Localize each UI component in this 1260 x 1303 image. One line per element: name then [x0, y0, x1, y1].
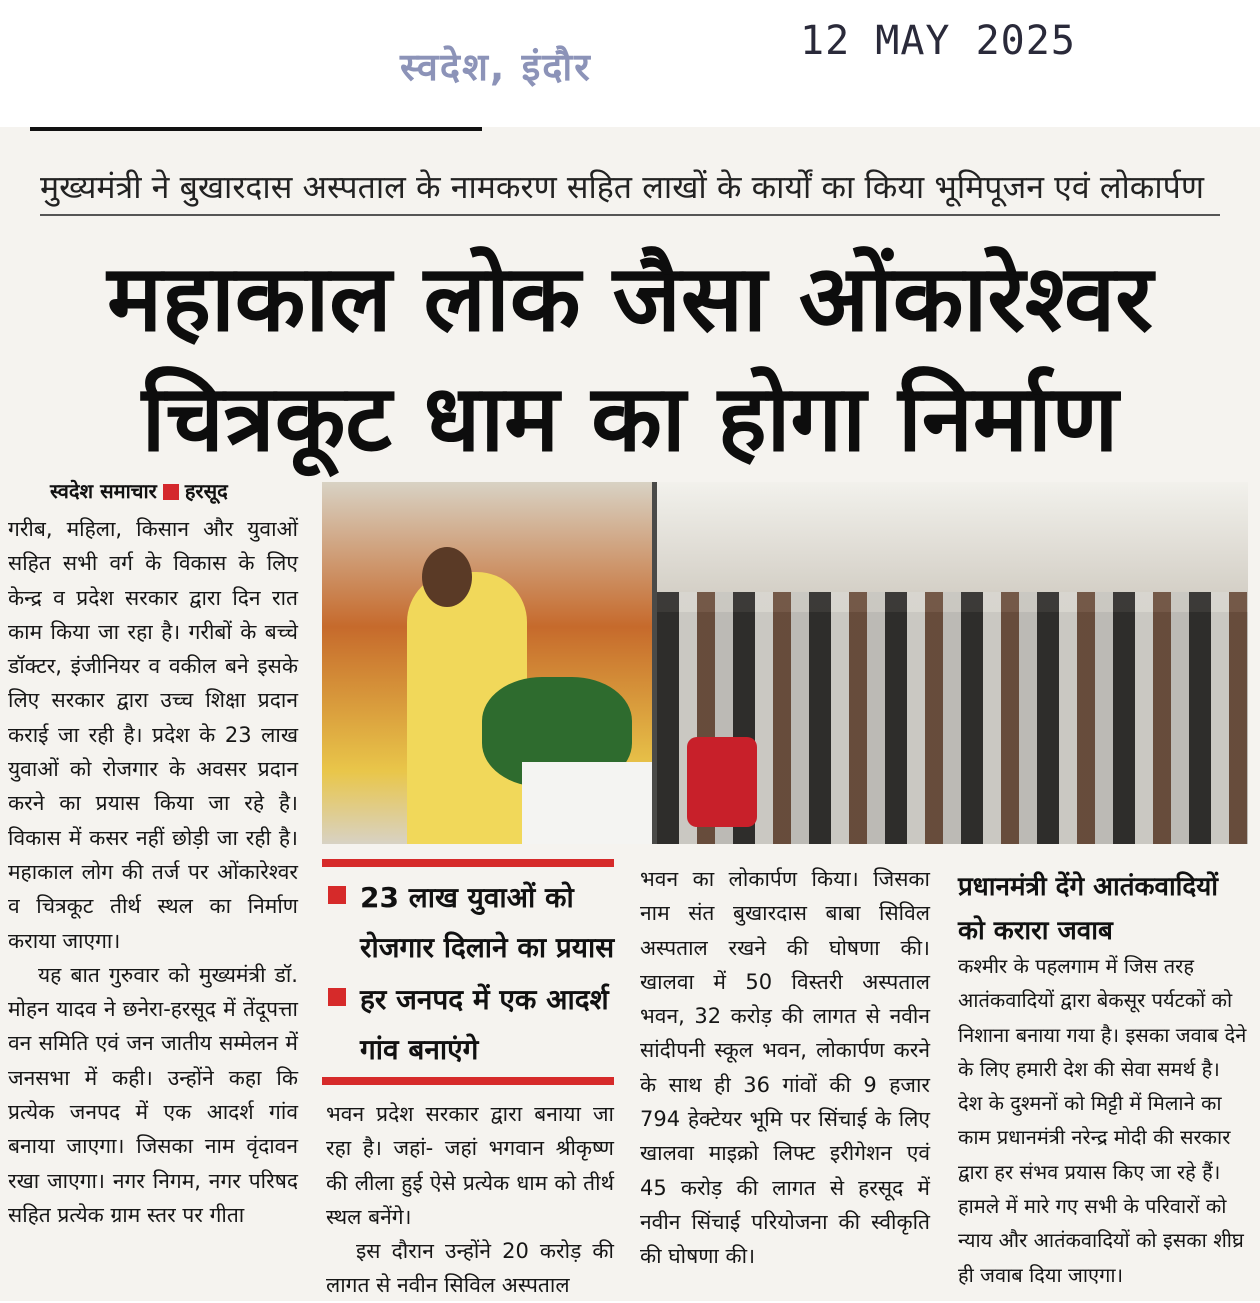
highlight-top-bar	[322, 859, 614, 867]
byline	[50, 477, 228, 504]
article-column-3	[640, 862, 930, 1274]
sidebar-body: कश्मीर के पहलगाम में जिस तरह आतंकवादियों द्वारा बेकसूर पर्यटकों को निशाना बनाया गया है। इसका जवाब देने के लिए हमारी देश की सेवा समर्थ है। देश के दुश्मनों को मिट्टी में मिलाने का काम प्रधानमंत्री नरेन्द्र मोदी की सरकार द्वारा हर संभव प्रयास किए जा रहे हैं। हामले में मारे गए सभी के परिवारों को न्याय और आतंकवादियों को इसका शीघ्र ही जवाब दिया जाएगा।	[958, 954, 1247, 1287]
col3-paragraph-1: भवन का लोकार्पण किया। जिसका नाम संत बुखारदास बाबा सिविल अस्पताल रखने की घोषणा की। खालवा में 50 विस्तरी अस्पताल भवन, 32 करोड़ की लागत से नवीन सांदीपनी स्कूल भवन, लोकार्पण करने के साथ ही 36 गांवों की 9 हजार 794 हेक्टेयर भूमि पर सिंचाई के लिए खालवा माइक्रो लिफ्ट इरीगेशन एवं 45 करोड़ की लागत से हरसूद में नवीन सिंचाई परियोजना की स्वीकृति की घोषणा की।	[640, 867, 930, 1269]
sidebar-headline: प्रधानमंत्री देंगे आतंकवादियों को करारा जवाब	[958, 872, 1219, 946]
photo-podium	[522, 762, 652, 844]
top-rule	[30, 127, 482, 131]
highlight-item-1: 23 लाख युवाओं को रोजगार दिलाने का प्रयास	[328, 873, 618, 973]
highlight-item-2: हर जनपद में एक आदर्श गांव बनाएंगे	[328, 975, 618, 1075]
event-photo	[322, 482, 1248, 844]
kicker-headline: मुख्यमंत्री ने बुखारदास अस्पताल के नामकरण सहित लाखों के कार्यों का किया भूमिपूजन एवं लोकार्पण	[40, 165, 1220, 216]
square-bullet-icon	[328, 886, 346, 904]
article-column-2	[326, 1097, 614, 1303]
col2-paragraph-2: इस दौरान उन्होंने 20 करोड़ की लागत से नवीन सिविल अस्पताल	[326, 1239, 614, 1298]
byline-place: हरसूद	[184, 479, 228, 503]
date-stamp: 12 MAY 2025	[800, 18, 1076, 64]
photo-speaker-head	[422, 547, 472, 607]
main-headline-line2: चित्रकूट धाम का होगा निर्माण	[141, 365, 1119, 472]
newspaper-clipping	[0, 127, 1260, 1301]
article-column-1	[8, 512, 298, 1232]
photo-red-chair	[687, 737, 757, 827]
highlight-box	[322, 859, 614, 1087]
newspaper-stamp: स्वदेश, इंदौर	[400, 45, 592, 89]
highlight-bottom-bar	[322, 1077, 614, 1085]
col1-paragraph-2: यह बात गुरुवार को मुख्यमंत्री डॉ. मोहन यादव ने छनेरा-हरसूद में तेंदूपत्ता वन समिति एवं जन जातीय सम्मेलन में जनसभा में कही। उन्होंने कहा कि प्रत्येक जनपद में एक आदर्श गांव बनाया जाएगा। जिसका नाम वृंदावन रखा जाएगा। नगर निगम, नगर परिषद सहित प्रत्येक ग्राम स्तर पर गीता	[8, 962, 298, 1227]
col1-paragraph-1: गरीब, महिला, किसान और युवाओं सहित सभी वर्ग के विकास के लिए केन्द्र व प्रदेश सरकार द्वारा दिन रात काम किया जा रहा है। गरीबों के बच्चे डॉक्टर, इंजीनियर व वकील बने इसके लिए सरकार द्वारा उच्च शिक्षा प्रदान कराई जा रही है। प्रदेश के 23 लाख युवाओं को रोजगार के अवसर प्रदान करने का प्रयास किया जा रहे है। विकास में कसर नहीं छोड़ी जा रही है। महाकाल लोग की तर्ज पर ओंकारेश्वर व चित्रकूट तीर्थ स्थल का निर्माण कराया जाएगा।	[8, 517, 298, 953]
square-bullet-icon	[328, 988, 346, 1006]
byline-source: स्वदेश समाचार	[50, 479, 157, 503]
col2-paragraph-1: भवन प्रदेश सरकार द्वारा बनाया जा रहा है। जहां- जहां भगवान श्रीकृष्ण की लीला हुई ऐसे प्रत्येक धाम को तीर्थ स्थल बनेंगे।	[326, 1102, 614, 1229]
main-headline-line1: महाकाल लोक जैसा ओंकारेश्वर	[107, 245, 1153, 352]
square-bullet-icon	[163, 484, 179, 500]
